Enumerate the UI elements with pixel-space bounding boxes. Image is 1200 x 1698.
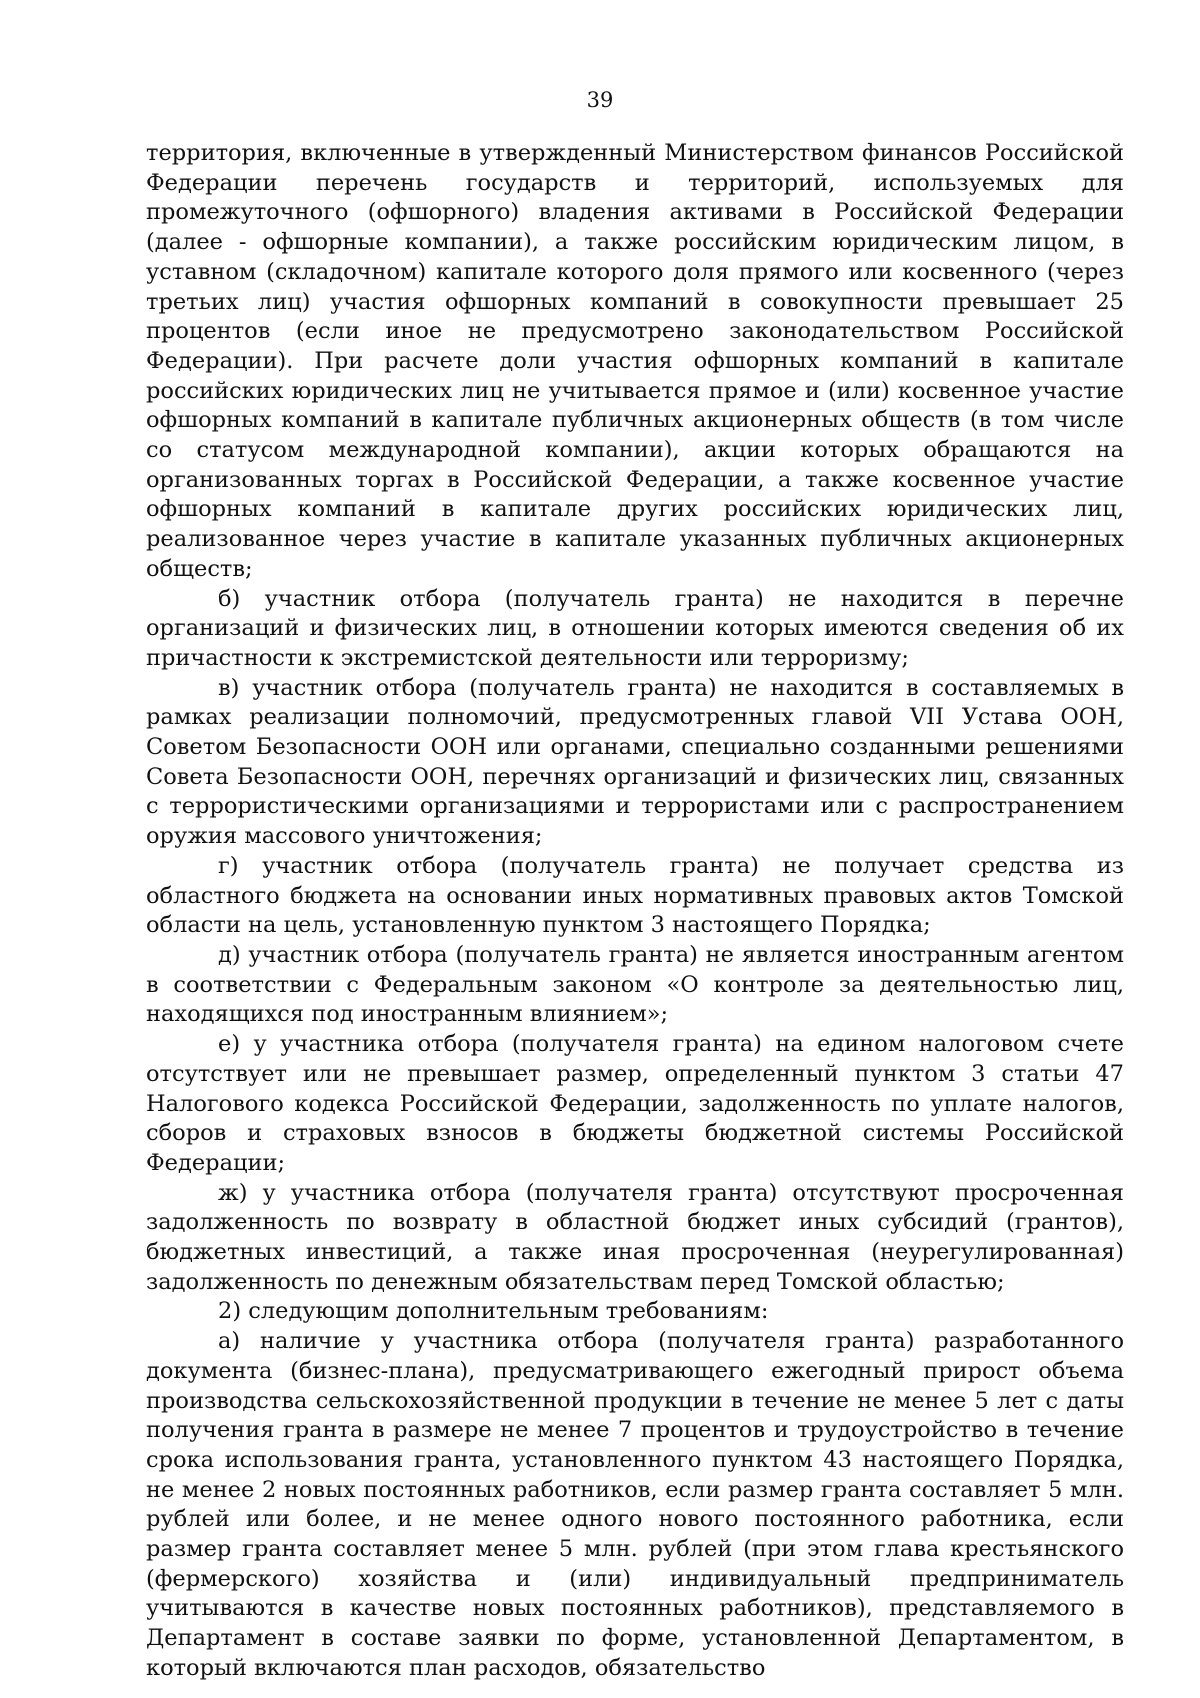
paragraph-section-2: 2) следующим дополнительным требованиям: bbox=[218, 1298, 769, 1325]
paragraph-item-a: а) наличие у участника отбора (получателя гранта) разработанного документа (бизнес-плана), предусматривающего ежегодный прирост объема производства сельскохозяйственной продукции в течение не менее 5 лет с даты получения гранта в размере не менее 7 процентов и трудоустройство в течение срока использования гранта, установленного пунктом 43 настоящего Порядка, не менее 2 новых постоянных работников, если размер гранта составляет 5 млн. рублей или более, и не менее одного нового постоянного работника, если размер гранта составляет менее 5 млн. рублей (при этом глава крестьянского (фермерского) хозяйства и (или) индивидуальный предприниматель учитываются в качестве новых постоянных работников), представляемого в Департамент в составе заявки по форме, установленной Департаментом, в который включаются план расходов, обязательство bbox=[146, 1328, 1124, 1681]
paragraph-item-v: в) участник отбора (получатель гранта) не находится в составляемых в рамках реализации полномочий, предусмотренных главой VII Устава ООН, Советом Безопасности ООН или органами, специально созданными решениями Совета Безопасности ООН, перечнях организаций и физических лиц, связанных с террористическими организациями и террористами или с распространением оружия массового уничтожения; bbox=[146, 674, 1124, 850]
document-body bbox=[146, 139, 1124, 1684]
paragraph-item-g: г) участник отбора (получатель гранта) не получает средства из областного бюджета на основании иных нормативных правовых актов Томской области на цель, установленную пунктом 3 настоящего Порядка; bbox=[146, 852, 1124, 939]
paragraph-item-zh: ж) у участника отбора (получателя гранта) отсутствуют просроченная задолженность по возврату в областной бюджет иных субсидий (грантов), бюджетных инвестиций, а также иная просроченная (неурегулированная) задолженность по денежным обязательствам перед Томской областью; bbox=[146, 1179, 1124, 1295]
paragraph-item-b: б) участник отбора (получатель гранта) не находится в перечне организаций и физических лиц, в отношении которых имеются сведения об их причастности к экстремистской деятельности или терроризму; bbox=[146, 585, 1124, 671]
paragraph-item-d: д) участник отбора (получатель гранта) не является иностранным агентом в соответствии с Федеральным законом «О контроле за деятельностью лиц, находящихся под иностранным влиянием»; bbox=[146, 941, 1124, 1028]
page-number: 39 bbox=[586, 88, 614, 112]
paragraph-continuation: территория, включенные в утвержденный Министерством финансов Российской Федерации перечень государств и территорий, используемых для промежуточного (офшорного) владения активами в Российской Федерации (далее - офшорные компании), а также российским юридическим лицом, в уставном (складочном) капитале которого доля прямого или косвенного (через третьих лиц) участия офшорных компаний в совокупности превышает 25 процентов (если иное не предусмотрено законодательством Российской Федерации). При расчете доли участия офшорных компаний в капитале российских юридических лиц не учитывается прямое и (или) косвенное участие офшорных компаний в капитале публичных акционерных обществ (в том числе со статусом международной компании), акции которых обращаются на организованных торгах в Российской Федерации, а также косвенное участие офшорных компаний в капитале других российских юридических лиц, реализованное через участие в капитале указанных публичных акционерных обществ; bbox=[146, 140, 1124, 582]
paragraph-item-e: е) у участника отбора (получателя гранта) на едином налоговом счете отсутствует или не превышает размер, определенный пунктом 3 статьи 47 Налогового кодекса Российской Федерации, задолженность по уплате налогов, сборов и страховых взносов в бюджеты бюджетной системы Российской Федерации; bbox=[146, 1031, 1124, 1176]
